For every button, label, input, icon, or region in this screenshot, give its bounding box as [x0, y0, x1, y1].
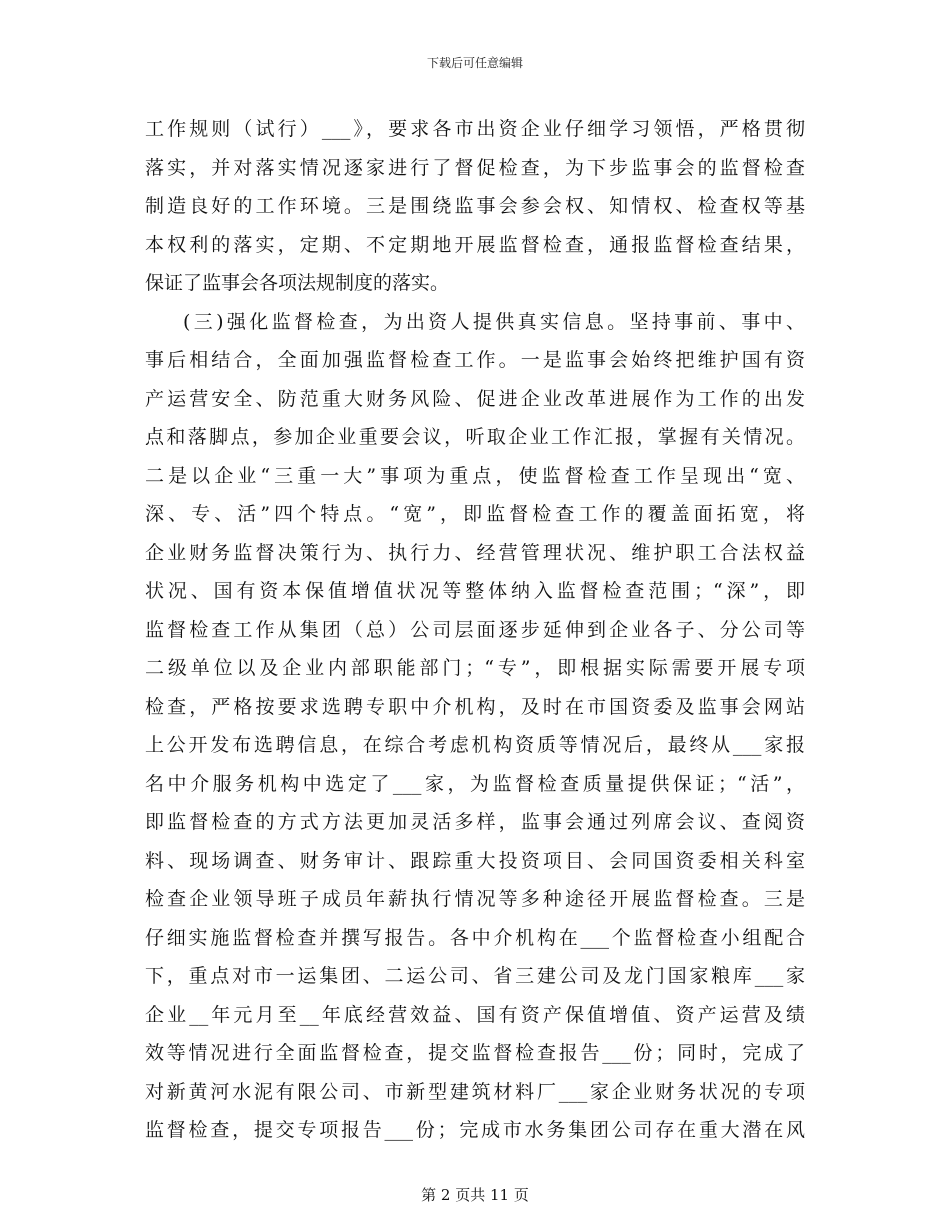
text-line: 企业财务监督决策行为、执行力、经营管理状况、维护职工合法权益 — [145, 541, 805, 564]
text-line: 检查，严格按要求选聘专职中介机构，及时在市国资委及监事会网站 — [145, 695, 805, 718]
document-body — [145, 110, 805, 1150]
text-line: 对新黄河水泥有限公司、市新型建筑材料厂___家企业财务状况的专项 — [145, 1080, 805, 1103]
text-line: 名中介服务机构中选定了___家，为监督检查质量提供保证；“活”， — [145, 772, 805, 795]
text-line: 工作规则（试行）___》，要求各市出资企业仔细学习领悟，严格贯彻 — [145, 118, 805, 140]
text-line: 深、专、活”四个特点。“宽”，即监督检查工作的覆盖面拓宽，将 — [145, 503, 805, 525]
text-line: 二级单位以及企业内部职能部门；“专”，即根据实际需要开展专项 — [145, 657, 805, 679]
text-line: 产运营安全、防范重大财务风险、促进企业改革进展作为工作的出发 — [145, 387, 805, 410]
text-line: 事后相结合，全面加强监督检查工作。一是监事会始终把维护国有资 — [145, 349, 805, 371]
text-line: 制造良好的工作环境。三是围绕监事会参会权、知情权、检查权等基 — [145, 195, 805, 217]
text-line: 检查企业领导班子成员年薪执行情况等多种途径开展监督检查。三是 — [145, 888, 805, 910]
text-line: 二是以企业“三重一大”事项为重点，使监督检查工作呈现出“宽、 — [145, 464, 805, 487]
page-footer: 第 2 页共 11 页 — [421, 1186, 529, 1204]
text-line: 监督检查，提交专项报告___份；完成市水务集团公司存在重大潜在风 — [145, 1119, 805, 1141]
text-line: 即监督检查的方式方法更加灵活多样，监事会通过列席会议、查阅资 — [145, 811, 805, 833]
page-header: 下载后可任意编辑 — [426, 56, 523, 70]
text-line: 点和落脚点，参加企业重要会议，听取企业工作汇报，掌握有关情况。 — [145, 426, 805, 448]
text-line: 监督检查工作从集团（总）公司层面逐步延伸到企业各子、分公司等 — [145, 618, 805, 641]
text-line: 仔细实施监督检查并撰写报告。各中介机构在___个监督检查小组配合 — [145, 926, 805, 949]
text-line: 下，重点对市一运集团、二运公司、省三建公司及龙门国家粮库___家 — [145, 965, 805, 987]
text-line: 本权利的落实，定期、不定期地开展监督检查，通报监督检查结果， — [145, 233, 805, 256]
text-line: (三)强化监督检查，为出资人提供真实信息。坚持事前、事中、 — [183, 310, 805, 333]
text-line: 落实，并对落实情况逐家进行了督促检查，为下步监事会的监督检查 — [145, 156, 805, 179]
text-line: 上公开发布选聘信息，在综合考虑机构资质等情况后，最终从___家报 — [145, 734, 805, 756]
text-line: 企业__年元月至__年底经营效益、国有资产保值增值、资产运营及绩 — [145, 1003, 805, 1026]
text-line: 保证了监事会各项法规制度的落实。 — [145, 272, 450, 294]
text-line: 效等情况进行全面监督检查，提交监督检查报告___份；同时，完成了 — [145, 1042, 805, 1064]
text-line: 料、现场调查、财务审计、跟踪重大投资项目、会同国资委相关科室 — [145, 849, 805, 872]
text-line: 状况、国有资本保值增值状况等整体纳入监督检查范围；“深”，即 — [145, 580, 805, 602]
